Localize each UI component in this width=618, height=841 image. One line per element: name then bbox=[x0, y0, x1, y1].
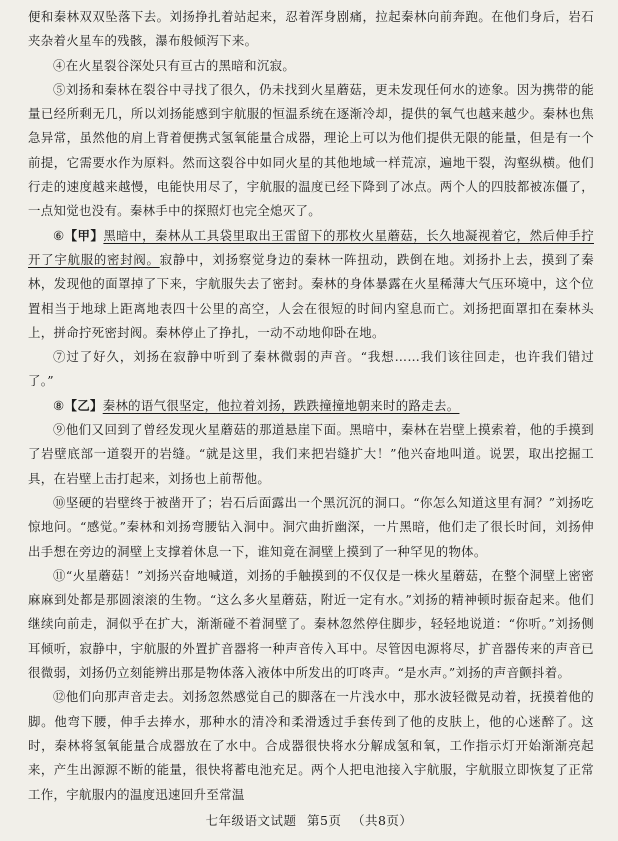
page-footer bbox=[0, 811, 618, 829]
paragraph-10: ⑩坚硬的岩壁终于被凿开了；岩石后面露出一个黑沉沉的洞口。“你怎么知道这里有洞？”刘扬吃惊地问。“感觉。”秦林和刘扬弯腰钻入洞中。洞穴曲折幽深，一片黑暗，他们走了很长时间，刘扬伸出手想在旁边的洞壁上支撑着休息一下，谁知竟在洞壁上摸到了一种罕见的物体。 bbox=[28, 494, 594, 559]
page-total: （共8页） bbox=[351, 813, 413, 828]
paragraph-5: ⑤刘扬和秦林在裂谷中寻找了很久，仍未找到火星蘑菇，更未发现任何水的迹象。因为携带的能量已经所剩无几，所以刘扬能感到宇航服的恒温系统在逐渐冷却，提供的氧气也越来越少。秦林也焦急异常，虽然他的肩上背着便携式氢氧能量合成器，理论上可以为他们提供无限的能量，但是有一个前提，它需要水作为原料。然而这裂谷中如同火星的其他地域一样荒凉，遍地干裂，沟壑纵横。他们行走的速度越来越慢，电能快用尽了，宇航服的温度已经下降到了冰点。两个人的四肢都被冻僵了，一点知觉也没有。秦林手中的探照灯也完全熄灭了。 bbox=[28, 81, 594, 219]
paragraph-continued: 便和秦林双双坠落下去。刘扬挣扎着站起来，忍着浑身剧痛，拉起秦林向前奔跑。在他们身后，岩石夹杂着火星车的残骸，瀑布般倾泻下来。 bbox=[28, 9, 594, 49]
paragraph-text: 寂静中，刘扬察觉身边的秦林一阵扭动，跌倒在地。刘扬扑上去，摸到了秦林，发现他的面罩掉了下来，宇航服失去了密封。秦林的身体暴露在火星稀薄大气压环境中，这个位置相当于地球上距离地表四十公里的高空，人会在很短的时间内窒息而亡。刘扬把面罩扣在秦林头上，拼命拧死密封阀。秦林停止了挣扎，一动不动地仰卧在地。 bbox=[28, 251, 594, 340]
paragraph-8 bbox=[28, 394, 594, 418]
marker-jia: 【甲】 bbox=[64, 227, 104, 243]
page-number: 第5页 bbox=[307, 813, 342, 828]
paragraph-number: ⑧ bbox=[53, 397, 65, 413]
paragraph-6 bbox=[28, 224, 594, 345]
underlined-sentence-jia: 黑暗中，秦林从工具袋里取出王雷留下的那枚火星蘑菇，长久地凝视着它，然后伸手拧开了宇航服的密封阀。 bbox=[28, 227, 594, 267]
paragraph-4: ④在火星裂谷深处只有亘古的黑暗和沉寂。 bbox=[53, 57, 296, 73]
paragraph-7: ⑦过了好久，刘扬在寂静中听到了秦林微弱的声音。“我想……我们该往回走，也许我们错过了。” bbox=[28, 349, 594, 389]
paragraph-9: ⑨他们又回到了曾经发现火星蘑菇的那道悬崖下面。黑暗中，秦林在岩壁上摸索着，他的手摸到了岩壁底部一道裂开的岩缝。“就是这里，我们来把岩缝扩大！”他兴奋地叫道。说罢，取出挖掘工具，在岩壁上击打起来，刘扬也上前帮他。 bbox=[28, 422, 594, 486]
paragraph-11: ⑪“火星蘑菇！”刘扬兴奋地喊道，刘扬的手触摸到的不仅仅是一株火星蘑菇，在整个洞壁上密密麻麻到处都是那圆滚滚的生物。“这么多火星蘑菇，附近一定有水。”刘扬的精神顿时振奋起来。他们继续向前走，洞似乎在扩大，渐渐碰不着洞壁了。秦林忽然停住脚步，轻轻地说道：“你听。”刘扬侧耳倾听，寂静中，宇航服的外置扩音器将一种声音传入耳中。尽管因电源将尽，扩音器传来的声音已很微弱，刘扬仍立刻能辨出那是物体落入液体中所发出的叮咚声。“是水声。”刘扬的声音颤抖着。 bbox=[28, 567, 594, 681]
underlined-sentence-yi: 秦林的语气很坚定，他拉着刘扬，跌跌撞撞地朝来时的路走去。 bbox=[102, 397, 460, 413]
exam-title: 七年级语文试题 bbox=[205, 813, 297, 828]
paragraph-12: ⑫他们向那声音走去。刘扬忽然感觉自己的脚落在一片浅水中，那水波轻微晃动着，抚摸着他的脚。他弯下腰，伸手去捧水，那种水的清冷和柔滑透过手套传到了他的皮肤上，他的心迷醉了。这时，秦林将氢氧能量合成器放在了水中。合成器很快将水分解成氢和氧，工作指示灯开始渐渐亮起来，产生出源源不断的能量，很快将蓄电池充足。两个人把电池接入宇航服，宇航服立即恢复了正常工作，宇航服内的温度迅速回升至常温 bbox=[28, 689, 594, 802]
paragraph-number: ⑥ bbox=[53, 227, 65, 243]
marker-yi: 【乙】 bbox=[64, 397, 103, 413]
